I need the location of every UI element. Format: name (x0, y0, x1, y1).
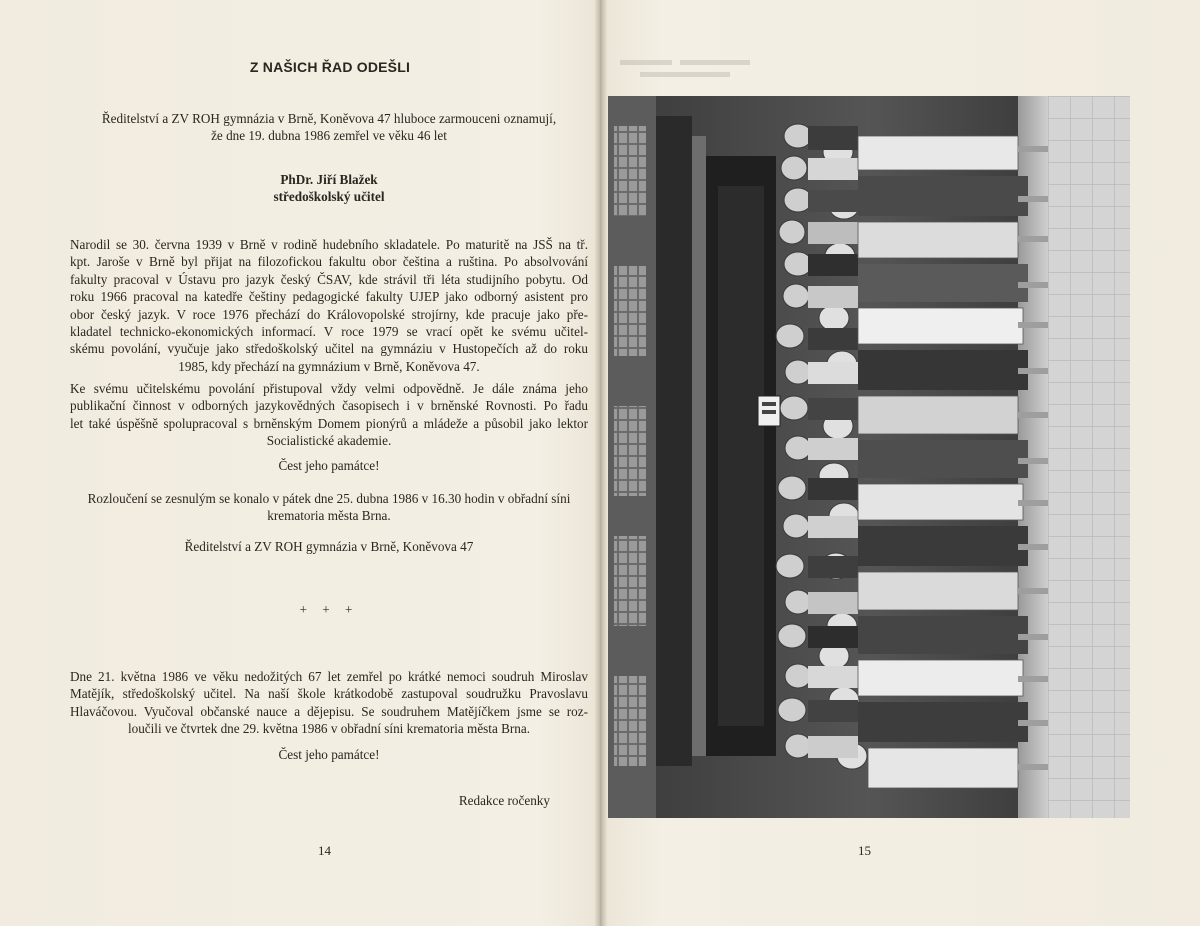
career-line: publikační činnost v odborných jazykovědných časopisech i v brněnské Rovnosti. Po řadu (70, 398, 588, 414)
intro-line: že dne 19. dubna 1986 zemřel ve věku 46 let (211, 128, 447, 144)
career-paragraph (70, 380, 588, 450)
deceased-role: středoškolský učitel (273, 189, 385, 205)
obituary-line: Hlaváčovou. Vyučoval občanské nauce a dějepisu. Se soudruhem Matějíčkem jsme se roz- (70, 703, 588, 719)
announcement-intro (70, 110, 588, 145)
bio-line: fakulty pracoval v Ústavu pro jazyk český ČSAV, kde strávil tři léta studijního pobytu. Od (70, 271, 588, 287)
obituary-line: Matějík, středoškolský učitel. Na naší škole krátkodobě zastupoval soudružku Pravoslavu (70, 686, 588, 702)
second-obituary (70, 668, 588, 738)
farewell-line: Čest jeho památce! (278, 458, 380, 473)
bio-line: kpt. Jaroše v Brně byl přijat na filozofickou fakultu obor čeština a ruština. Po absolvování (70, 254, 588, 270)
editorial-signature: Redakce ročenky (458, 793, 550, 808)
signature: Ředitelství a ZV ROH gymnázia v Brně, Koněvova 47 (184, 539, 474, 554)
funeral-line: Rozloučení se zesnulým se konalo v pátek dne 25. dubna 1986 v 16.30 hodin v obřadní síni (87, 491, 571, 506)
intro-line: Ředitelství a ZV ROH gymnázia v Brně, Koněvova 47 hluboce zarmouceni oznamují, (101, 111, 557, 126)
obituary-line: loučili ve čtvrtek dne 29. května 1986 v obřadní síni krematoria města Brna. (127, 721, 531, 737)
obituary-line: Dne 21. května 1986 ve věku nedožitých 67 let zemřel po krátké nemoci soudruh Miroslav (70, 669, 588, 684)
career-line: Socialistické akademie. (266, 433, 392, 449)
deceased-block (70, 171, 588, 206)
photo-illustration (608, 96, 1130, 818)
group-photograph (608, 96, 1130, 818)
funeral-line: krematoria města Brna. (267, 508, 391, 524)
bleed-through-text (610, 56, 770, 86)
bio-line: Narodil se 30. června 1939 v Brně v rodině hudebního skladatele. Po maturitě na JSŠ na tř. (70, 237, 588, 252)
funeral-notice (70, 490, 588, 525)
biography-paragraph (70, 236, 588, 375)
bio-line: roku 1966 pracoval na katedře češtiny pedagogické fakulty UJEP jako odborný asistent pro (70, 289, 588, 305)
right-page (600, 0, 1200, 926)
section-separator: + + + (299, 602, 359, 617)
farewell-line: Čest jeho památce! (278, 747, 380, 762)
bio-line: kladatel technicko-ekonomických informací. V roce 1979 se vrací opět ke svému učitel- (70, 324, 588, 340)
bio-line: skému povolání, vyučuje jako středoškolský učitel na gymnáziu v Hustopečích až do roku (70, 341, 588, 357)
bio-line: 1985, kdy přechází na gymnázium v Brně, Koněvova 47. (178, 358, 480, 374)
career-line: Ke svému učitelskému povolání přistupoval vždy velmi odpovědně. Je dále známa jeho (70, 381, 588, 396)
page-heading: Z NAŠICH ŘAD ODEŠLI (249, 59, 411, 75)
page-number-right: 15 (858, 843, 871, 858)
deceased-name: PhDr. Jiří Blažek (280, 172, 378, 187)
bio-line: obor český jazyk. V roce 1976 přechází do Královopolské strojírny, kde pracuje jako pře- (70, 306, 588, 322)
page-number-left: 14 (318, 843, 331, 858)
career-line: let také úspěšně spolupracoval s brněnským Domem pionýrů a mládeže a působil jako lektor (70, 415, 588, 431)
